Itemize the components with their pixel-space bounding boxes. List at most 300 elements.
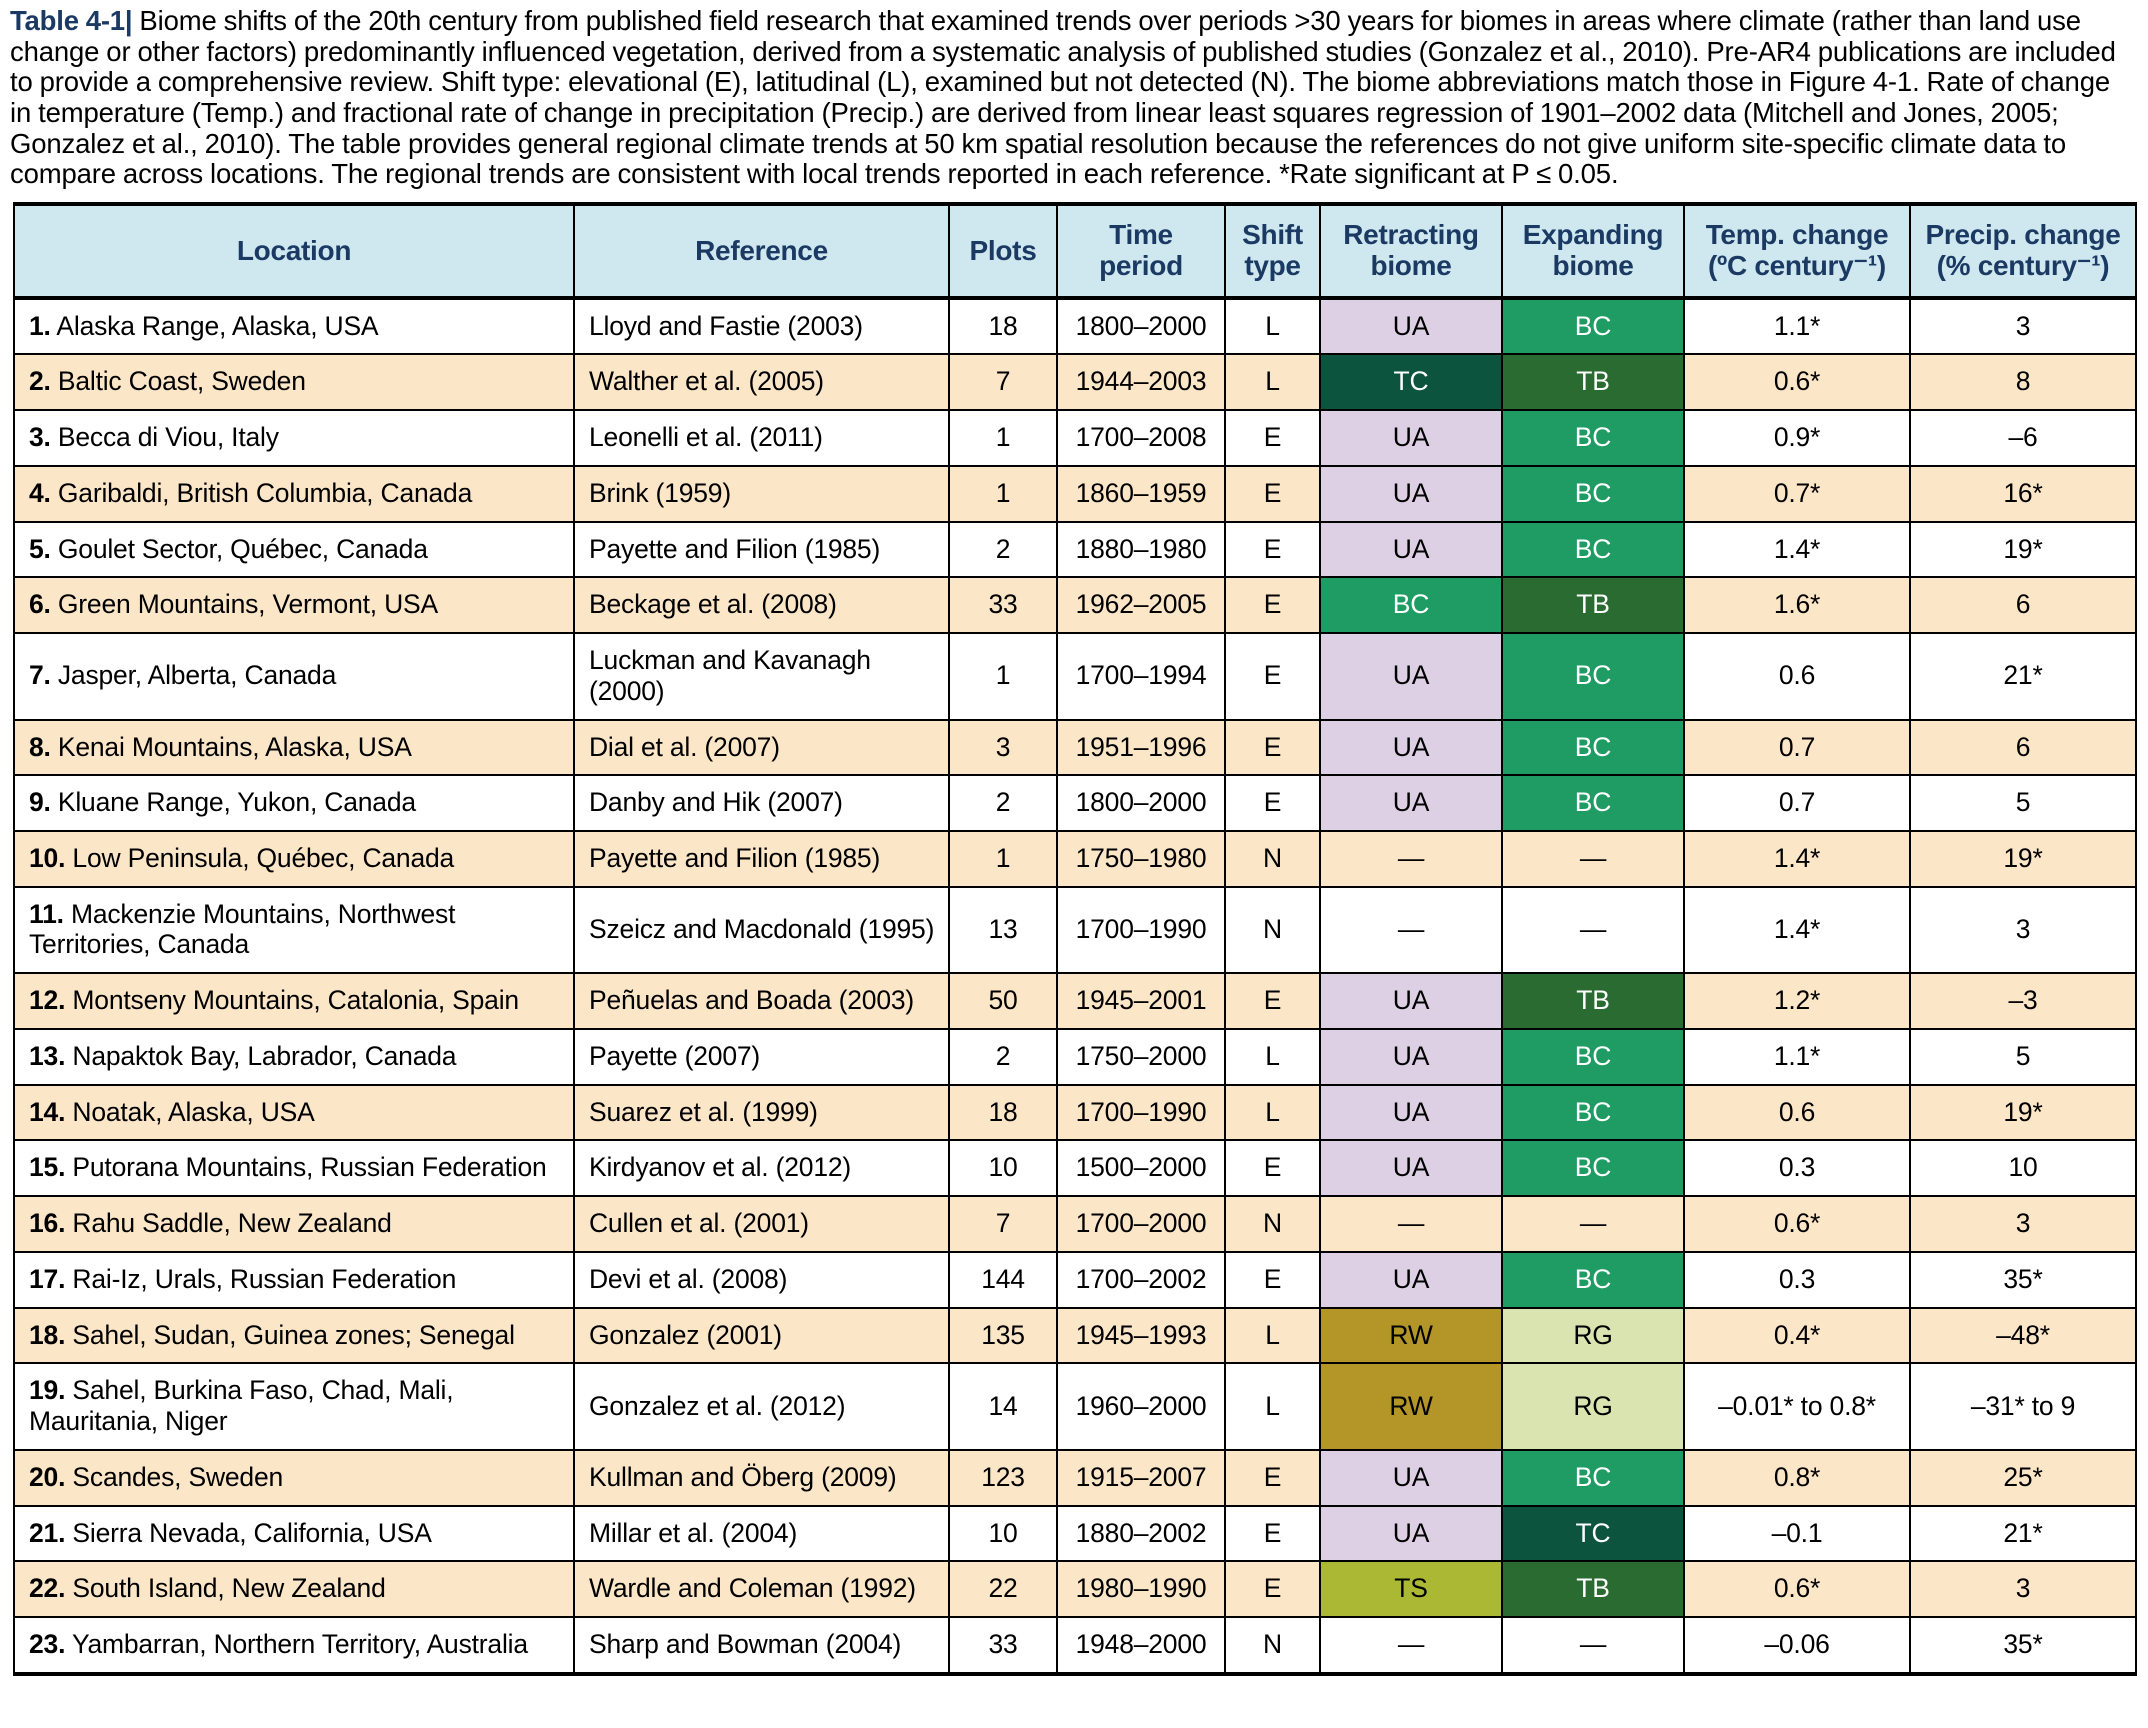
cell-precip-change: –3: [1910, 973, 2136, 1029]
cell-temp-change: 0.9*: [1684, 410, 1910, 466]
row-number: 1.: [29, 310, 51, 341]
cell-precip-change: 35*: [1910, 1617, 2136, 1674]
cell-temp-change: 0.6*: [1684, 354, 1910, 410]
cell-location: [14, 1617, 574, 1674]
cell-expanding-biome: TB: [1502, 1561, 1684, 1617]
row-number: 12.: [29, 985, 66, 1016]
cell-temp-change: 0.4*: [1684, 1308, 1910, 1364]
cell-location: [14, 973, 574, 1029]
location-text: Sahel, Burkina Faso, Chad, Mali, Mauritania, Niger: [29, 1375, 454, 1437]
cell-expanding-biome: RG: [1502, 1363, 1684, 1449]
cell-location: [14, 1252, 574, 1308]
cell-reference: Cullen et al. (2001): [574, 1196, 949, 1252]
cell-retracting-biome: RW: [1320, 1363, 1502, 1449]
cell-location: [14, 1450, 574, 1506]
cell-retracting-biome: UA: [1320, 298, 1502, 355]
location-text: Mackenzie Mountains, Northwest Territories, Canada: [29, 898, 456, 960]
cell-reference: Szeicz and Macdonald (1995): [574, 887, 949, 973]
cell-time-period: 1500–2000: [1057, 1140, 1225, 1196]
cell-reference: Kullman and Öberg (2009): [574, 1450, 949, 1506]
row-number: 22.: [29, 1573, 66, 1604]
column-header-location: [14, 204, 574, 298]
cell-time-period: 1945–2001: [1057, 973, 1225, 1029]
location-text: Montseny Mountains, Catalonia, Spain: [72, 985, 519, 1016]
cell-shift-type: E: [1225, 1561, 1320, 1617]
cell-precip-change: –48*: [1910, 1308, 2136, 1364]
cell-expanding-biome: —: [1502, 887, 1684, 973]
cell-location: [14, 1029, 574, 1085]
cell-expanding-biome: RG: [1502, 1308, 1684, 1364]
row-number: 2.: [29, 366, 51, 397]
cell-reference: Beckage et al. (2008): [574, 577, 949, 633]
cell-location: [14, 298, 574, 355]
table-row: [14, 973, 2136, 1029]
table-body: [14, 298, 2136, 1674]
cell-reference: Kirdyanov et al. (2012): [574, 1140, 949, 1196]
table-row: [14, 1617, 2136, 1674]
row-number: 14.: [29, 1096, 66, 1127]
location-text: South Island, New Zealand: [72, 1573, 386, 1604]
table-row: [14, 410, 2136, 466]
cell-precip-change: 6: [1910, 720, 2136, 776]
row-number: 23.: [29, 1629, 66, 1660]
location-text: Kenai Mountains, Alaska, USA: [57, 731, 412, 762]
cell-precip-change: 19*: [1910, 831, 2136, 887]
cell-time-period: 1700–2002: [1057, 1252, 1225, 1308]
cell-retracting-biome: UA: [1320, 1085, 1502, 1141]
cell-temp-change: –0.06: [1684, 1617, 1910, 1674]
cell-location: [14, 1363, 574, 1449]
cell-shift-type: N: [1225, 1196, 1320, 1252]
cell-plots: 18: [949, 298, 1057, 355]
location-text: Becca di Viou, Italy: [57, 422, 279, 453]
cell-shift-type: E: [1225, 1506, 1320, 1562]
cell-retracting-biome: UA: [1320, 720, 1502, 776]
cell-expanding-biome: TB: [1502, 577, 1684, 633]
column-header-retracting-biome: [1320, 204, 1502, 298]
row-number: 13.: [29, 1040, 66, 1071]
cell-expanding-biome: BC: [1502, 522, 1684, 578]
cell-plots: 10: [949, 1140, 1057, 1196]
cell-retracting-biome: BC: [1320, 577, 1502, 633]
header-line-2: biome: [1370, 250, 1452, 282]
cell-time-period: 1800–2000: [1057, 775, 1225, 831]
location-text: Alaska Range, Alaska, USA: [56, 310, 379, 341]
cell-precip-change: –6: [1910, 410, 2136, 466]
table-row: [14, 1450, 2136, 1506]
caption-separator: |: [124, 5, 133, 36]
cell-retracting-biome: UA: [1320, 466, 1502, 522]
cell-plots: 1: [949, 633, 1057, 719]
row-number: 4.: [29, 477, 51, 508]
cell-retracting-biome: —: [1320, 887, 1502, 973]
cell-reference: Leonelli et al. (2011): [574, 410, 949, 466]
cell-expanding-biome: BC: [1502, 1450, 1684, 1506]
cell-reference: Danby and Hik (2007): [574, 775, 949, 831]
table-row: [14, 887, 2136, 973]
cell-expanding-biome: BC: [1502, 1140, 1684, 1196]
cell-temp-change: 1.4*: [1684, 831, 1910, 887]
table-row: [14, 1308, 2136, 1364]
cell-location: [14, 887, 574, 973]
cell-temp-change: 1.1*: [1684, 298, 1910, 355]
location-text: Baltic Coast, Sweden: [57, 366, 306, 397]
cell-temp-change: 0.7: [1684, 775, 1910, 831]
cell-expanding-biome: TC: [1502, 1506, 1684, 1562]
cell-temp-change: 0.6*: [1684, 1561, 1910, 1617]
cell-plots: 14: [949, 1363, 1057, 1449]
location-text: Rahu Saddle, New Zealand: [72, 1208, 392, 1239]
cell-time-period: 1700–1990: [1057, 1085, 1225, 1141]
table-row: [14, 1252, 2136, 1308]
cell-time-period: 1700–2000: [1057, 1196, 1225, 1252]
header-line-1: Plots: [969, 234, 1037, 266]
cell-temp-change: 0.3: [1684, 1252, 1910, 1308]
cell-location: [14, 633, 574, 719]
cell-expanding-biome: BC: [1502, 720, 1684, 776]
header-row: [14, 204, 2136, 298]
cell-retracting-biome: —: [1320, 831, 1502, 887]
cell-precip-change: 5: [1910, 775, 2136, 831]
location-text: Putorana Mountains, Russian Federation: [72, 1152, 547, 1183]
column-header-expanding-biome: [1502, 204, 1684, 298]
cell-plots: 1: [949, 410, 1057, 466]
cell-plots: 2: [949, 775, 1057, 831]
row-number: 11.: [29, 898, 64, 929]
cell-reference: Brink (1959): [574, 466, 949, 522]
location-text: Rai-Iz, Urals, Russian Federation: [72, 1263, 457, 1294]
cell-location: [14, 466, 574, 522]
location-text: Jasper, Alberta, Canada: [57, 660, 337, 691]
header-line-1: Reference: [695, 234, 828, 266]
cell-shift-type: E: [1225, 775, 1320, 831]
location-text: Sierra Nevada, California, USA: [72, 1517, 432, 1548]
cell-plots: 135: [949, 1308, 1057, 1364]
cell-shift-type: N: [1225, 831, 1320, 887]
row-number: 20.: [29, 1461, 66, 1492]
cell-reference: Walther et al. (2005): [574, 354, 949, 410]
cell-location: [14, 1308, 574, 1364]
column-header-shift-type: [1225, 204, 1320, 298]
cell-reference: Payette (2007): [574, 1029, 949, 1085]
caption-text: Biome shifts of the 20th century from published field research that examined trends over periods >30 years for biomes in areas where climate (rather than land use change or other factors) predominantly influenced vegetation, derived from a systematic analysis of published studies (Gonzalez et al., 2010). Pre-AR4 publications are included to provide a comprehensive review. Shift type: elevational (E), latitudinal (L), examined but not detected (N). The biome abbreviations match those in Figure 4-1. Rate of change in temperature (Temp.) and fractional rate of change in precipitation (Precip.) are derived from linear least squares regression of 1901–2002 data (Mitchell and Jones, 2005; Gonzalez et al., 2010). The table provides general regional climate trends at 50 km spatial resolution because the references do not give uniform site-specific climate data to compare across locations. The regional trends are consistent with local trends reported in each reference. *Rate significant at P ≤ 0.05.: [10, 5, 2116, 190]
cell-time-period: 1750–2000: [1057, 1029, 1225, 1085]
cell-retracting-biome: —: [1320, 1617, 1502, 1674]
cell-time-period: 1960–2000: [1057, 1363, 1225, 1449]
cell-reference: Suarez et al. (1999): [574, 1085, 949, 1141]
cell-shift-type: L: [1225, 298, 1320, 355]
cell-expanding-biome: —: [1502, 1196, 1684, 1252]
cell-precip-change: –31* to 9: [1910, 1363, 2136, 1449]
row-number: 18.: [29, 1319, 66, 1350]
header-line-1: Retracting: [1343, 218, 1479, 250]
cell-location: [14, 1196, 574, 1252]
row-number: 16.: [29, 1208, 66, 1239]
cell-location: [14, 1506, 574, 1562]
row-number: 6.: [29, 589, 51, 620]
cell-plots: 7: [949, 1196, 1057, 1252]
cell-temp-change: 1.1*: [1684, 1029, 1910, 1085]
cell-precip-change: 21*: [1910, 633, 2136, 719]
cell-reference: Lloyd and Fastie (2003): [574, 298, 949, 355]
table-row: [14, 1506, 2136, 1562]
cell-shift-type: E: [1225, 466, 1320, 522]
cell-retracting-biome: TS: [1320, 1561, 1502, 1617]
header-line-1: Shift: [1242, 218, 1303, 250]
cell-expanding-biome: BC: [1502, 466, 1684, 522]
cell-reference: Luckman and Kavanagh (2000): [574, 633, 949, 719]
cell-temp-change: 1.4*: [1684, 522, 1910, 578]
cell-location: [14, 354, 574, 410]
cell-time-period: 1700–1990: [1057, 887, 1225, 973]
cell-plots: 2: [949, 1029, 1057, 1085]
cell-precip-change: 19*: [1910, 522, 2136, 578]
cell-plots: 22: [949, 1561, 1057, 1617]
cell-expanding-biome: BC: [1502, 775, 1684, 831]
cell-precip-change: 3: [1910, 1561, 2136, 1617]
header-line-1: Location: [236, 234, 352, 266]
cell-location: [14, 720, 574, 776]
biome-shifts-table: [13, 202, 2137, 1676]
header-line-2: biome: [1552, 250, 1634, 282]
cell-shift-type: E: [1225, 1450, 1320, 1506]
cell-precip-change: 16*: [1910, 466, 2136, 522]
cell-shift-type: N: [1225, 887, 1320, 973]
cell-plots: 10: [949, 1506, 1057, 1562]
cell-expanding-biome: —: [1502, 1617, 1684, 1674]
row-number: 10.: [29, 843, 66, 873]
cell-expanding-biome: TB: [1502, 354, 1684, 410]
header-line-2: period: [1099, 250, 1183, 282]
cell-shift-type: E: [1225, 522, 1320, 578]
cell-temp-change: 0.6: [1684, 633, 1910, 719]
cell-expanding-biome: BC: [1502, 1085, 1684, 1141]
cell-retracting-biome: UA: [1320, 775, 1502, 831]
row-number: 5.: [29, 533, 51, 564]
table-row: [14, 1085, 2136, 1141]
header-line-1: Precip. change: [1925, 218, 2121, 250]
location-text: Goulet Sector, Québec, Canada: [57, 533, 428, 564]
cell-temp-change: 0.6: [1684, 1085, 1910, 1141]
cell-precip-change: 35*: [1910, 1252, 2136, 1308]
cell-plots: 33: [949, 1617, 1057, 1674]
cell-plots: 7: [949, 354, 1057, 410]
cell-shift-type: L: [1225, 1085, 1320, 1141]
cell-precip-change: 3: [1910, 887, 2136, 973]
row-number: 15.: [29, 1152, 66, 1183]
cell-retracting-biome: UA: [1320, 973, 1502, 1029]
cell-location: [14, 522, 574, 578]
cell-expanding-biome: BC: [1502, 1029, 1684, 1085]
column-header-time-period: [1057, 204, 1225, 298]
cell-precip-change: 21*: [1910, 1506, 2136, 1562]
cell-plots: 1: [949, 466, 1057, 522]
cell-reference: Peñuelas and Boada (2003): [574, 973, 949, 1029]
table-row: [14, 522, 2136, 578]
cell-reference: Sharp and Bowman (2004): [574, 1617, 949, 1674]
cell-precip-change: 19*: [1910, 1085, 2136, 1141]
row-number: 8.: [29, 731, 51, 762]
cell-time-period: 1700–2008: [1057, 410, 1225, 466]
table-row: [14, 775, 2136, 831]
cell-expanding-biome: BC: [1502, 298, 1684, 355]
cell-location: [14, 1561, 574, 1617]
row-number: 21.: [29, 1517, 66, 1548]
column-header-plots: [949, 204, 1057, 298]
cell-time-period: 1962–2005: [1057, 577, 1225, 633]
cell-reference: Payette and Filion (1985): [574, 831, 949, 887]
cell-time-period: 1945–1993: [1057, 1308, 1225, 1364]
cell-plots: 123: [949, 1450, 1057, 1506]
cell-shift-type: E: [1225, 577, 1320, 633]
cell-reference: Wardle and Coleman (1992): [574, 1561, 949, 1617]
cell-time-period: 1915–2007: [1057, 1450, 1225, 1506]
cell-temp-change: 0.8*: [1684, 1450, 1910, 1506]
table-row: [14, 1363, 2136, 1449]
cell-expanding-biome: TB: [1502, 973, 1684, 1029]
table-row: [14, 1029, 2136, 1085]
cell-plots: 1: [949, 831, 1057, 887]
table-caption: [10, 6, 2138, 190]
cell-temp-change: –0.01* to 0.8*: [1684, 1363, 1910, 1449]
cell-retracting-biome: UA: [1320, 522, 1502, 578]
cell-plots: 144: [949, 1252, 1057, 1308]
cell-reference: Payette and Filion (1985): [574, 522, 949, 578]
cell-plots: 3: [949, 720, 1057, 776]
column-header-precip-change: [1910, 204, 2136, 298]
cell-time-period: 1800–2000: [1057, 298, 1225, 355]
cell-expanding-biome: —: [1502, 831, 1684, 887]
row-number: 19.: [29, 1375, 66, 1406]
cell-time-period: 1944–2003: [1057, 354, 1225, 410]
cell-reference: Gonzalez (2001): [574, 1308, 949, 1364]
cell-precip-change: 6: [1910, 577, 2136, 633]
header-line-2: (ºC century⁻¹): [1708, 250, 1886, 282]
cell-reference: Gonzalez et al. (2012): [574, 1363, 949, 1449]
location-text: Kluane Range, Yukon, Canada: [57, 787, 416, 818]
cell-precip-change: 25*: [1910, 1450, 2136, 1506]
cell-shift-type: N: [1225, 1617, 1320, 1674]
header-line-1: Temp. change: [1705, 218, 1889, 250]
location-text: Green Mountains, Vermont, USA: [57, 589, 438, 620]
cell-expanding-biome: BC: [1502, 1252, 1684, 1308]
cell-time-period: 1700–1994: [1057, 633, 1225, 719]
cell-plots: 18: [949, 1085, 1057, 1141]
row-number: 9.: [29, 787, 51, 818]
cell-time-period: 1980–1990: [1057, 1561, 1225, 1617]
cell-time-period: 1880–1980: [1057, 522, 1225, 578]
column-header-temp-change: [1684, 204, 1910, 298]
cell-shift-type: E: [1225, 410, 1320, 466]
cell-plots: 13: [949, 887, 1057, 973]
cell-shift-type: E: [1225, 720, 1320, 776]
cell-time-period: 1951–1996: [1057, 720, 1225, 776]
cell-plots: 33: [949, 577, 1057, 633]
cell-location: [14, 831, 574, 887]
cell-reference: Millar et al. (2004): [574, 1506, 949, 1562]
table-row: [14, 633, 2136, 719]
header-line-1: Expanding: [1522, 218, 1664, 250]
location-text: Scandes, Sweden: [72, 1461, 284, 1492]
cell-precip-change: 8: [1910, 354, 2136, 410]
cell-shift-type: E: [1225, 1140, 1320, 1196]
cell-retracting-biome: UA: [1320, 1029, 1502, 1085]
location-text: Sahel, Sudan, Guinea zones; Senegal: [72, 1319, 515, 1350]
cell-retracting-biome: TC: [1320, 354, 1502, 410]
cell-shift-type: E: [1225, 633, 1320, 719]
column-header-reference: [574, 204, 949, 298]
cell-temp-change: 0.7*: [1684, 466, 1910, 522]
table-row: [14, 466, 2136, 522]
cell-plots: 2: [949, 522, 1057, 578]
location-text: Yambarran, Northern Territory, Australia: [71, 1629, 528, 1660]
cell-temp-change: –0.1: [1684, 1506, 1910, 1562]
cell-reference: Dial et al. (2007): [574, 720, 949, 776]
cell-temp-change: 1.4*: [1684, 887, 1910, 973]
table-row: [14, 831, 2136, 887]
table-row: [14, 577, 2136, 633]
location-text: Low Peninsula, Québec, Canada: [72, 843, 455, 873]
cell-temp-change: 0.3: [1684, 1140, 1910, 1196]
row-number: 17.: [29, 1263, 66, 1294]
cell-time-period: 1880–2002: [1057, 1506, 1225, 1562]
table-row: [14, 1196, 2136, 1252]
cell-retracting-biome: UA: [1320, 1506, 1502, 1562]
row-number: 7.: [29, 660, 51, 691]
cell-time-period: 1948–2000: [1057, 1617, 1225, 1674]
table-row: [14, 1140, 2136, 1196]
cell-location: [14, 775, 574, 831]
cell-retracting-biome: UA: [1320, 1140, 1502, 1196]
cell-shift-type: E: [1225, 1252, 1320, 1308]
table-row: [14, 298, 2136, 355]
header-line-2: type: [1244, 250, 1301, 282]
cell-location: [14, 410, 574, 466]
cell-plots: 50: [949, 973, 1057, 1029]
table-label: Table 4-1: [10, 5, 125, 36]
cell-location: [14, 1140, 574, 1196]
header-line-1: Time: [1109, 218, 1173, 250]
table-row: [14, 354, 2136, 410]
cell-temp-change: 1.2*: [1684, 973, 1910, 1029]
cell-shift-type: L: [1225, 1363, 1320, 1449]
cell-retracting-biome: UA: [1320, 410, 1502, 466]
cell-expanding-biome: BC: [1502, 410, 1684, 466]
cell-time-period: 1750–1980: [1057, 831, 1225, 887]
cell-precip-change: 3: [1910, 298, 2136, 355]
cell-location: [14, 577, 574, 633]
cell-retracting-biome: UA: [1320, 1450, 1502, 1506]
cell-retracting-biome: —: [1320, 1196, 1502, 1252]
cell-retracting-biome: RW: [1320, 1308, 1502, 1364]
cell-shift-type: E: [1225, 973, 1320, 1029]
location-text: Napaktok Bay, Labrador, Canada: [72, 1040, 457, 1071]
cell-time-period: 1860–1959: [1057, 466, 1225, 522]
cell-temp-change: 0.6*: [1684, 1196, 1910, 1252]
cell-shift-type: L: [1225, 1029, 1320, 1085]
location-text: Garibaldi, British Columbia, Canada: [57, 477, 473, 508]
row-number: 3.: [29, 422, 51, 453]
header-line-2: (% century⁻¹): [1936, 250, 2110, 282]
cell-expanding-biome: BC: [1502, 633, 1684, 719]
cell-precip-change: 3: [1910, 1196, 2136, 1252]
cell-retracting-biome: UA: [1320, 633, 1502, 719]
cell-precip-change: 5: [1910, 1029, 2136, 1085]
cell-shift-type: L: [1225, 1308, 1320, 1364]
table-header: [14, 204, 2136, 298]
cell-location: [14, 1085, 574, 1141]
cell-shift-type: L: [1225, 354, 1320, 410]
